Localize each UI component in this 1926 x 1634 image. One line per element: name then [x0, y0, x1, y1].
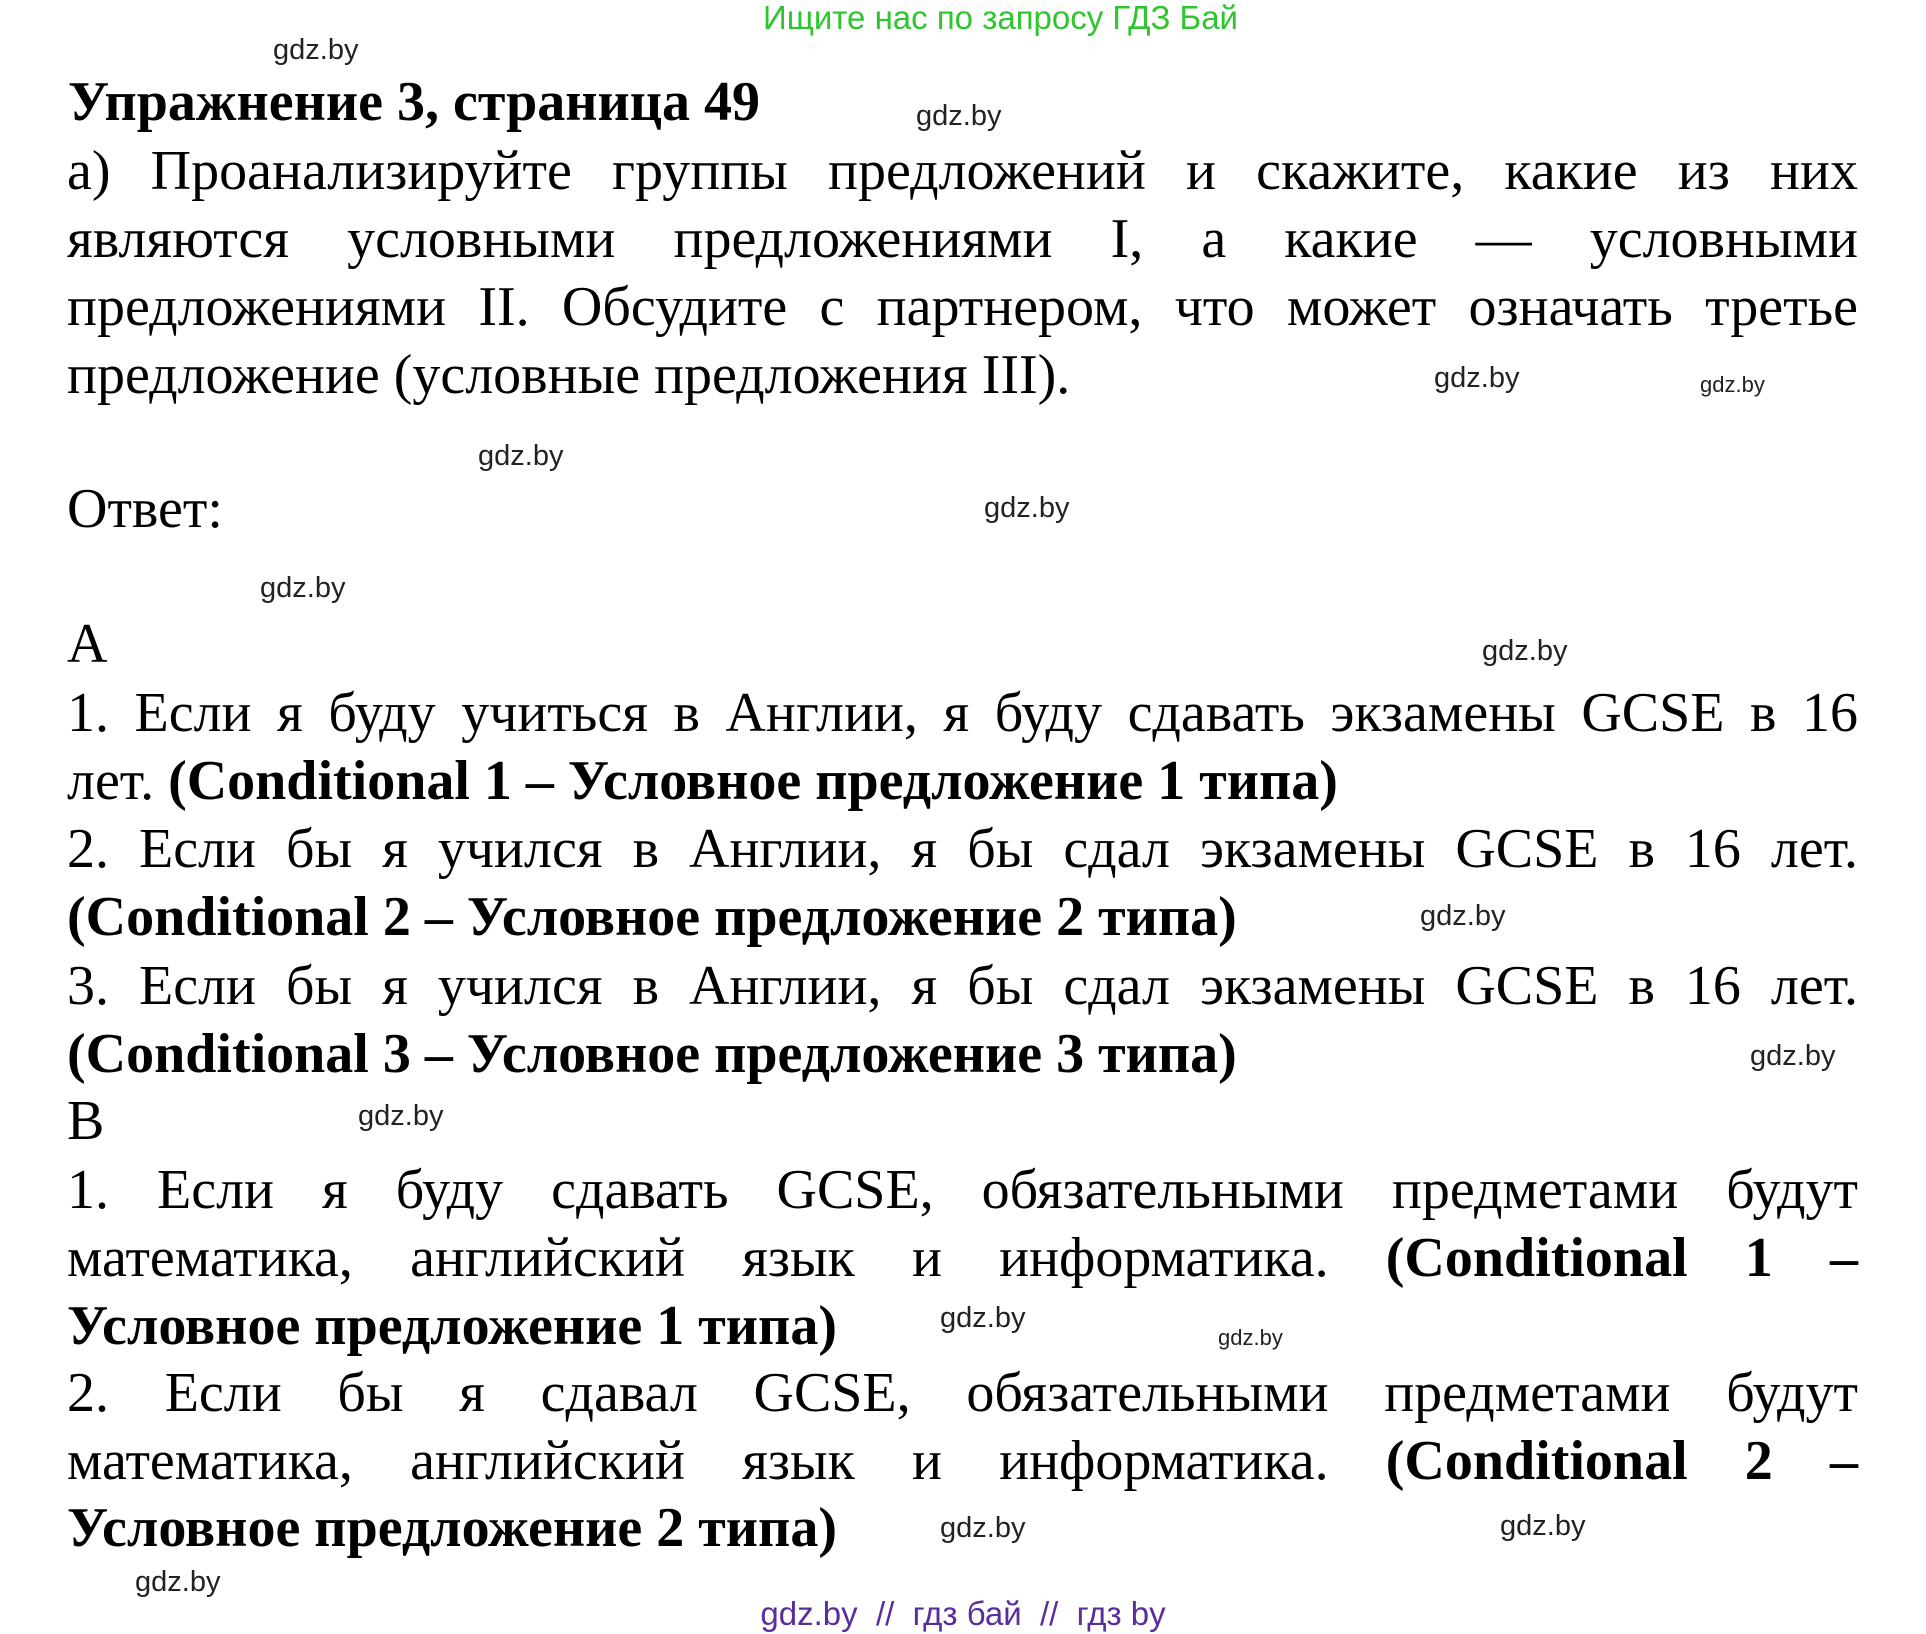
text-line [67, 747, 1338, 815]
text-line [67, 1020, 1237, 1088]
text-line [67, 341, 1070, 409]
text-segment: А [67, 613, 108, 675]
text-segment: математика, английский язык и информатика. [67, 1227, 1386, 1289]
text-line [67, 137, 1858, 205]
text-line [67, 883, 1237, 951]
watermark: gdz.by [940, 1512, 1026, 1544]
watermark: gdz.by [1218, 1325, 1283, 1350]
watermark: gdz.by [1434, 362, 1520, 394]
text-segment: предложение (условные предложения III). [67, 344, 1071, 406]
text-line [67, 679, 1858, 747]
text-line [67, 475, 223, 543]
conditional-type-label: Условное предложение 2 типа) [67, 1497, 837, 1559]
watermark: gdz.by [916, 100, 1002, 132]
conditional-type-label: Условное предложение 1 типа) [67, 1295, 837, 1357]
text-line [67, 205, 1858, 273]
text-line [67, 1427, 1858, 1495]
text-line [67, 1292, 837, 1360]
page-title: Упражнение 3, страница 49 [68, 71, 761, 133]
text-segment: лет. [67, 750, 169, 812]
text-line [67, 1224, 1858, 1292]
text-segment: являются условными предложениями I, а какие — условными [67, 208, 1858, 270]
text-segment: В [67, 1090, 105, 1152]
watermark: gdz.by [358, 1100, 444, 1132]
search-banner: Ищите нас по запросу ГДЗ Бай [763, 0, 1238, 36]
conditional-type-label: (Conditional 1 – [1385, 1227, 1858, 1289]
watermark: gdz.by [984, 492, 1070, 524]
text-line [67, 1359, 1858, 1427]
text-line [67, 1156, 1858, 1224]
text-line [67, 273, 1858, 341]
conditional-type-label: (Conditional 3 – Условное предложение 3 типа) [67, 1023, 1237, 1085]
conditional-type-label: (Conditional 2 – [1385, 1430, 1858, 1492]
watermark: gdz.by [260, 572, 346, 604]
text-line [67, 1087, 104, 1155]
watermark: gdz.by [273, 34, 359, 66]
text-segment: 1. Если я буду учиться в Англии, я буду сдавать экзамены GCSE в 16 [67, 682, 1858, 744]
watermark: gdz.by [1750, 1040, 1836, 1072]
text-segment: 2. Если бы я учился в Англии, я бы сдал экзамены GCSE в 16 лет. [67, 818, 1858, 880]
watermark: gdz.by [1500, 1510, 1586, 1542]
text-segment: математика, английский язык и информатика. [67, 1430, 1386, 1492]
text-segment: 3. Если бы я учился в Англии, я бы сдал экзамены GCSE в 16 лет. [67, 955, 1858, 1017]
text-line [67, 952, 1858, 1020]
footer-text: gdz.by // гдз бай // гдз by [760, 1595, 1166, 1632]
watermark: gdz.by [1700, 372, 1765, 397]
watermark: gdz.by [1482, 635, 1568, 667]
text-segment: а) Проанализируйте группы предложений и скажите, какие из них [67, 140, 1858, 202]
text-line [67, 1494, 837, 1562]
watermark: gdz.by [1420, 900, 1506, 932]
conditional-type-label: (Conditional 1 – Условное предложение 1 типа) [168, 750, 1338, 812]
text-segment: 1. Если я буду сдавать GCSE, обязательными предметами будут [67, 1159, 1858, 1221]
watermark: gdz.by [940, 1302, 1026, 1334]
text-segment: 2. Если бы я сдавал GCSE, обязательными предметами будут [67, 1362, 1858, 1424]
text-line [67, 610, 107, 678]
watermark: gdz.by [478, 440, 564, 472]
text-line [67, 815, 1858, 883]
text-segment: Ответ: [67, 478, 223, 540]
conditional-type-label: (Conditional 2 – Условное предложение 2 типа) [67, 886, 1237, 948]
text-segment: предложениями II. Обсудите с партнером, что может означать третье [67, 276, 1858, 338]
watermark: gdz.by [135, 1566, 221, 1598]
